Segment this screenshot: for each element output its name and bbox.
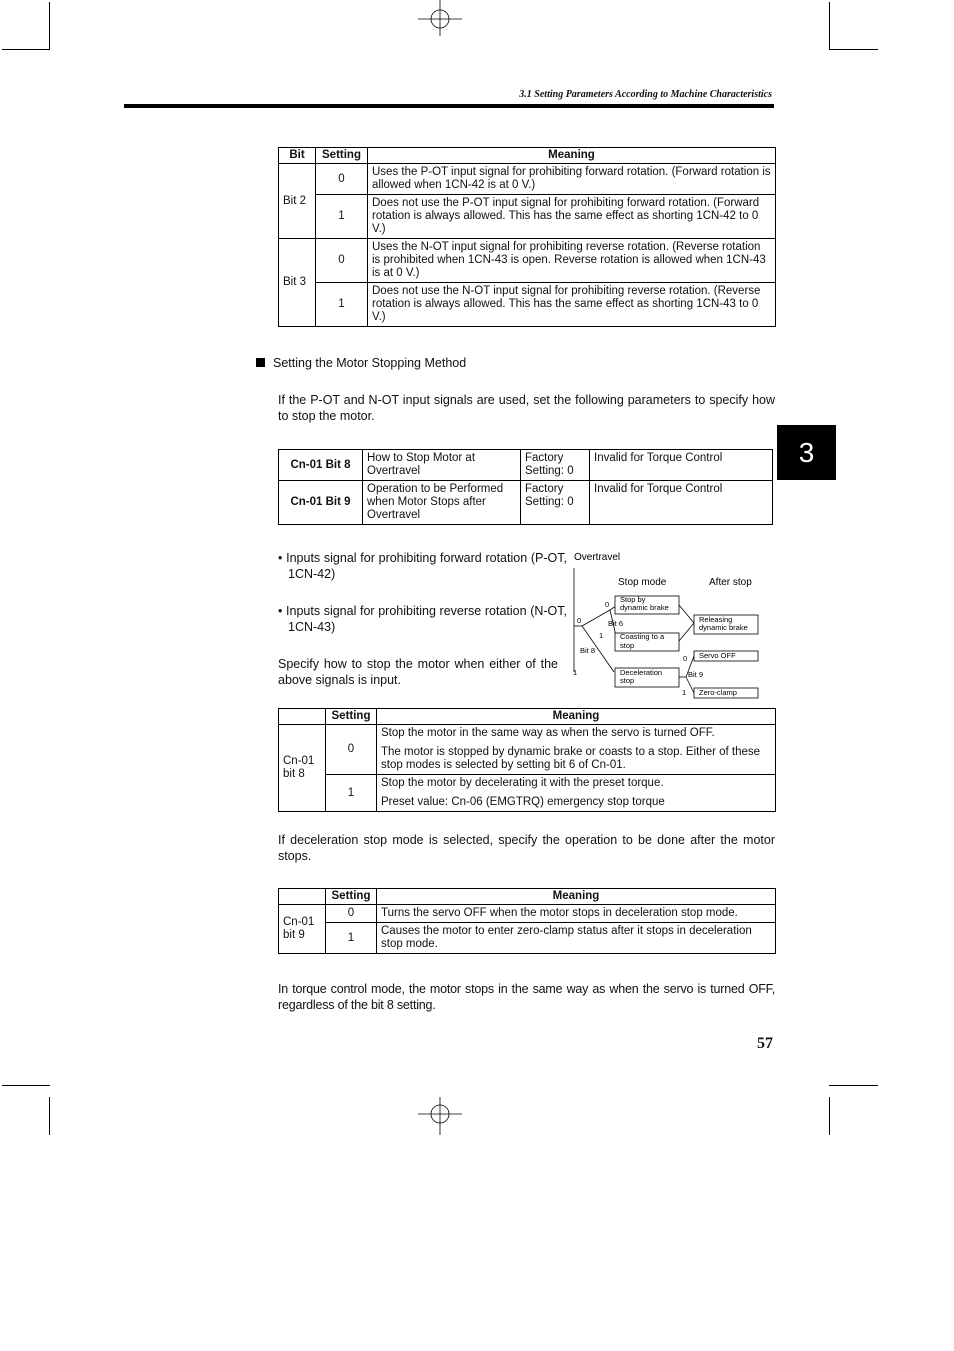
- crop-mark: [49, 2, 50, 50]
- table-row: [279, 164, 776, 195]
- param-cell: Cn-01 Bit 9: [279, 481, 363, 525]
- param-name-cell: How to Stop Motor at Overtravel: [363, 450, 521, 481]
- meaning-cell: Uses the N-OT input signal for prohibiting reverse rotation. (Reverse rotation is prohibited when 1CN-43 is open. Reverse rotation is allowed when 1CN-43 is at 0 V.): [368, 239, 776, 283]
- zero-clamp-label: Zero-clamp: [699, 688, 737, 697]
- column-header: [279, 709, 326, 725]
- running-header: 3.1 Setting Parameters According to Machine Characteristics: [519, 89, 772, 100]
- branch-one-label: 1: [599, 631, 604, 640]
- branch-one-label: 1: [573, 668, 578, 677]
- note-cell: Invalid for Torque Control: [590, 450, 773, 481]
- connector-line: [679, 605, 694, 623]
- param-cell: Cn-01 bit 8: [279, 725, 326, 812]
- table-row: [279, 775, 776, 812]
- meaning-cell: Turns the servo OFF when the motor stops in deceleration stop mode.: [377, 905, 776, 923]
- branch-zero-label: 0: [605, 600, 610, 609]
- setting-cell: 1: [316, 195, 368, 239]
- bit-cell: Bit 3: [279, 239, 316, 327]
- meaning-line: Stop the motor by decelerating it with the preset torque.: [381, 777, 664, 789]
- meaning-cell: Uses the P-OT input signal for prohibiting forward rotation. (Forward rotation is allowed when 1CN-42 is at 0 V.): [368, 164, 776, 195]
- bit9-label: Bit 9: [688, 670, 704, 679]
- specify-paragraph: Specify how to stop the motor when either of the above signals is input.: [278, 657, 558, 687]
- note-cell: Invalid for Torque Control: [590, 481, 773, 525]
- setting-cell: 0: [316, 164, 368, 195]
- branch-zero-label: 0: [683, 654, 688, 663]
- intro-paragraph: If the P-OT and N-OT input signals are used, set the following parameters to specify how to stop the motor.: [278, 393, 775, 423]
- setting-cell: 1: [326, 923, 377, 954]
- registration-mark-bottom: [415, 1093, 465, 1137]
- column-header: Setting: [326, 889, 377, 905]
- bullet-reverse: • Inputs signal for prohibiting reverse rotation (N-OT, 1CN-43): [278, 604, 567, 634]
- column-header: Meaning: [377, 889, 776, 905]
- meaning-line: The motor is stopped by dynamic brake or coasts to a stop. Either of these stop modes is selected by setting bit 6 of Cn-01.: [381, 746, 761, 771]
- chapter-tab: 3: [777, 425, 836, 480]
- crop-mark: [829, 49, 878, 50]
- branch-one-label: 1: [682, 688, 687, 697]
- column-header: Setting: [316, 148, 368, 164]
- parameter-table: [278, 449, 773, 525]
- param-cell: Cn-01 Bit 8: [279, 450, 363, 481]
- meaning-cell: Causes the motor to enter zero-clamp status after it stops in deceleration stop mode.: [377, 923, 776, 954]
- header-rule: [124, 104, 774, 108]
- meaning-cell: Does not use the N-OT input signal for prohibiting reverse rotation. (Reverse rotation is always allowed. This has the same effect as shorting 1CN-43 to 0 V.): [368, 283, 776, 327]
- meaning-cell: [377, 725, 776, 775]
- factory-setting-cell: Factory Setting: 0: [521, 481, 590, 525]
- branch-zero-label: 0: [577, 616, 582, 625]
- servo-off-label: Servo OFF: [699, 651, 736, 660]
- table-header-row: [279, 709, 776, 725]
- bit8-table: [278, 708, 776, 812]
- meaning-line: Preset value: Cn-06 (EMGTRQ) emergency stop torque: [381, 796, 665, 808]
- column-header: [279, 889, 326, 905]
- decel-paragraph: If deceleration stop mode is selected, specify the operation to be done after the motor stops.: [278, 833, 775, 863]
- registration-mark-top: [415, 0, 465, 40]
- crop-mark: [829, 1097, 830, 1135]
- after-stop-heading: After stop: [709, 577, 752, 588]
- column-header: Meaning: [368, 148, 776, 164]
- table-header-row: [279, 148, 776, 164]
- table-header-row: [279, 889, 776, 905]
- connector-line: [679, 623, 694, 641]
- section-heading: [256, 355, 466, 371]
- bullet-forward: • Inputs signal for prohibiting forward rotation (P-OT, 1CN-42): [278, 551, 567, 581]
- setting-cell: 0: [326, 725, 377, 775]
- crop-mark: [2, 1085, 50, 1086]
- bit-settings-table: [278, 147, 776, 327]
- coasting-label: stop: [620, 641, 635, 650]
- releasing-label: dynamic brake: [699, 623, 748, 632]
- setting-cell: 1: [326, 775, 377, 812]
- setting-cell: 1: [316, 283, 368, 327]
- bit8-label: Bit 8: [580, 646, 596, 655]
- table-row: [279, 481, 773, 525]
- stop-mode-heading: Stop mode: [618, 577, 667, 588]
- table-row: [279, 725, 776, 775]
- dynamic-brake-label: Stop by: [620, 595, 646, 604]
- setting-cell: 0: [316, 239, 368, 283]
- square-bullet-icon: [256, 358, 265, 367]
- connector-line: [582, 610, 610, 626]
- dynamic-brake-label: dynamic brake: [620, 603, 669, 612]
- table-row: [279, 905, 776, 923]
- crop-mark: [49, 1097, 50, 1135]
- bit-cell: Bit 2: [279, 164, 316, 239]
- table-row: [279, 450, 773, 481]
- crop-mark: [829, 1085, 878, 1086]
- page-number: 57: [757, 1035, 773, 1052]
- meaning-cell: [377, 775, 776, 812]
- param-cell: Cn-01 bit 9: [279, 905, 326, 954]
- deceleration-label: Deceleration: [620, 668, 663, 677]
- table-row: [279, 283, 776, 327]
- deceleration-label: stop: [620, 676, 635, 685]
- stop-mode-diagram: [566, 548, 772, 704]
- table-row: [279, 195, 776, 239]
- torque-paragraph: In torque control mode, the motor stops in the same way as when the servo is turned OFF, regardless of the bit 8 setting.: [278, 982, 775, 1012]
- factory-setting-cell: Factory Setting: 0: [521, 450, 590, 481]
- bit6-label: Bit 6: [608, 619, 624, 628]
- diagram-title: Overtravel: [574, 552, 621, 563]
- meaning-line: Stop the motor in the same way as when the servo is turned OFF.: [381, 727, 715, 739]
- param-name-cell: Operation to be Performed when Motor Stops after Overtravel: [363, 481, 521, 525]
- coasting-label: Coasting to a: [620, 632, 665, 641]
- releasing-label: Releasing: [699, 615, 733, 624]
- crop-mark: [829, 2, 830, 50]
- column-header: Meaning: [377, 709, 776, 725]
- connector-line: [686, 677, 694, 693]
- column-header: Setting: [326, 709, 377, 725]
- meaning-cell: Does not use the P-OT input signal for prohibiting forward rotation. (Forward rotation is always allowed. This has the same effect as shorting 1CN-42 to 0 V.): [368, 195, 776, 239]
- table-row: [279, 239, 776, 283]
- column-header: Bit: [279, 148, 316, 164]
- setting-cell: 0: [326, 905, 377, 923]
- bit9-table: [278, 888, 776, 954]
- table-row: [279, 923, 776, 954]
- section-heading-text: Setting the Motor Stopping Method: [273, 356, 467, 370]
- crop-mark: [2, 49, 50, 50]
